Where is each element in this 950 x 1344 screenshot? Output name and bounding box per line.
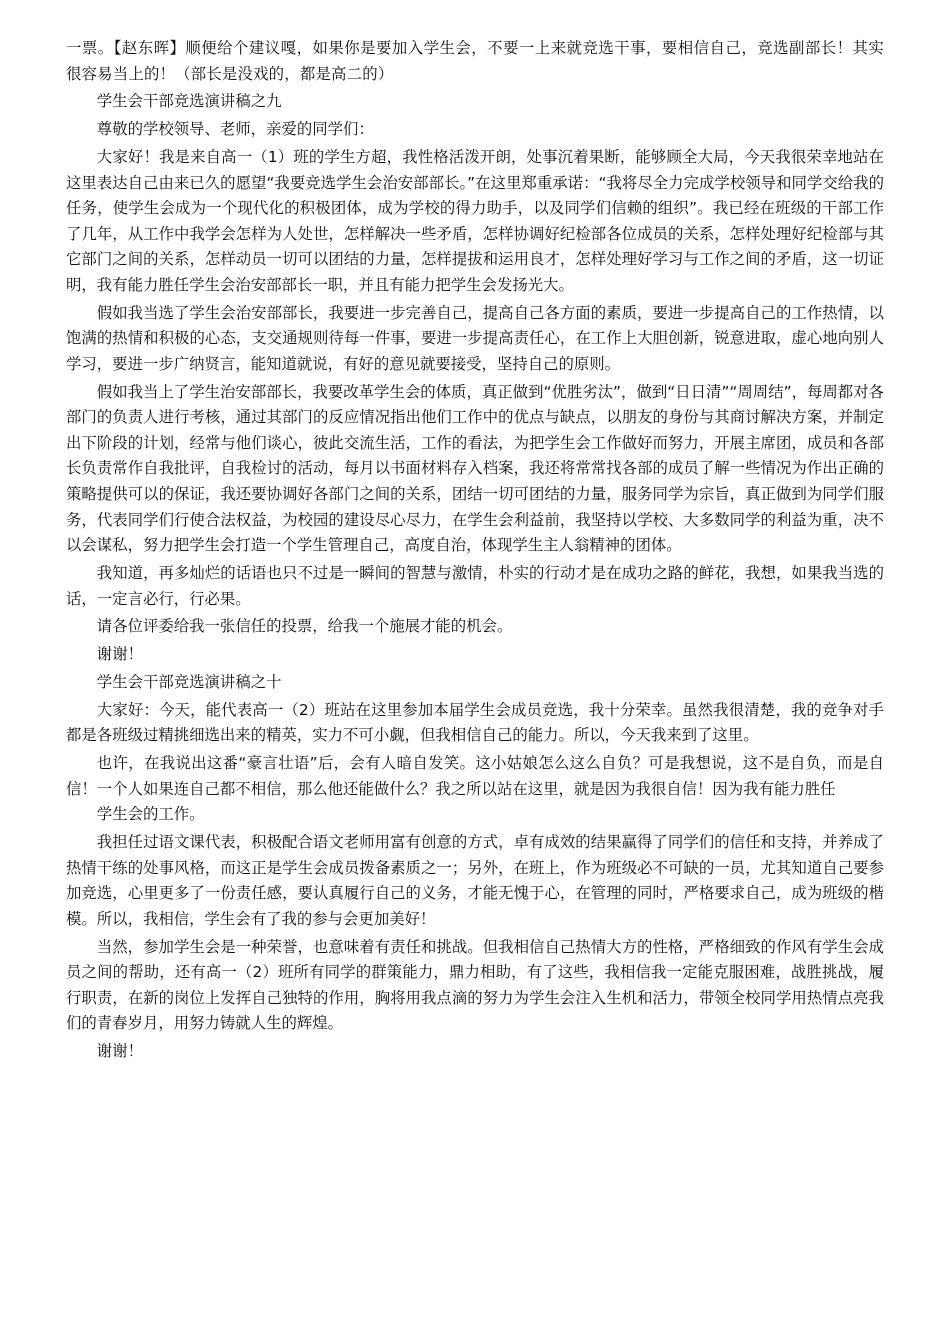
speech-nine-paragraph: 我知道，再多灿烂的话语也只不过是一瞬间的智慧与激情，朴实的行动才是在成功之路的鲜花，我想，如果我当选的话，一定言必行，行必果。	[66, 564, 884, 608]
speech-nine-closing: 谢谢！	[96, 645, 143, 664]
speech-ten-paragraph: 大家好：今天，能代表高一（2）班站在这里参加本届学生会成员竞选，我十分荣幸。虽然我很清楚，我的竞争对手都是各班级过精挑细选出来的精英，实力不可小觑，但我相信自己的能力。所以，今天我来到了这里。	[66, 700, 884, 745]
speech-ten-paragraph: 当然，参加学生会是一种荣誉，也意味着有责任和挑战。但我相信自己热情大方的性格，严格细致的作风有学生会成员之间的帮助，还有高一（2）班所有同学的群策能力，鼎力相助，有了这些，我相信我一定能克服困难，战胜挑战，履行职责，在新的岗位上发挥自己独特的作用，胸将用我点滴的努力为学生会注入生机和活力，带领全校同学用热情点亮我们的青春岁月，用努力铸就人生的辉煌。	[66, 937, 884, 1033]
document-page	[66, 36, 884, 1065]
speech-nine-paragraph: 假如我当选了学生会治安部部长，我要进一步完善自己，提高自己各方面的素质，要进一步提高自己的工作热情，以饱满的热情和积极的心态，支交通规则待每一件事，要进一步提高责任心，在工作上大胆创新，锐意进取，虚心地向别人学习，要进一步广纳贤言，能知道就说，有好的意见就要接受，坚持自己的原则。	[66, 303, 884, 373]
speech-nine-heading: 学生会干部竞选演讲稿之九	[96, 92, 282, 111]
speech-nine-paragraph: 请各位评委给我一张信任的投票，给我一个施展才能的机会。	[96, 617, 513, 636]
speech-ten-closing: 谢谢！	[96, 1042, 143, 1061]
paragraph-intro-note: 一票。【赵东晖】顺便给个建议嘎，如果你是要加入学生会，不要一上来就竞选干事，要相信自己，竞选副部长！其实很容易当上的！（部长是没戏的，都是高二的）	[66, 39, 884, 83]
speech-ten-paragraph: 也许，在我说出这番“豪言壮语”后，会有人暗自发笑。这小姑娘怎么这么自负？可是我想说，这不是自负，而是自信！一个人如果连自己都不相信，那么他还能做什么？我之所以站在这里，就是因为我很自信！因为我有能力胜任	[66, 754, 884, 798]
speech-nine-paragraph: 假如我当上了学生治安部部长，我要改革学生会的体质，真正做到“优胜劣汰”，做到“日日清”“周周结”，每周都对各部门的负责人进行考核，通过其部门的反应情况指出他们工作中的优点与缺点，以朋友的身份与其商讨解决方案，并制定出下阶段的计划，经常与他们谈心，彼此交流生活，工作的看法，为把学生会工作做好而努力，开展主席团，成员和各部长负责常作自我批评，自我检讨的活动，每月以书面材料存入档案，我还将常常找各部的成员了解一些情况为作出正确的策略提供可以的保证，我还要协调好各部门之间的关系，团结一切可团结的力量，服务同学为宗旨，真正做到为同学们服务，代表同学们行使合法权益，为校园的建设尽心尽力，在学生会利益前，我坚持以学校、大多数同学的利益为重，决不以会谋私，努力把学生会打造一个学生管理自己，高度自治，体现学生主人翁精神的团体。	[66, 382, 884, 555]
speech-nine-salutation: 尊敬的学校领导、老师，亲爱的同学们：	[96, 120, 374, 139]
speech-ten-heading: 学生会干部竞选演讲稿之十	[96, 672, 282, 691]
speech-nine-paragraph: 大家好！我是来自高一（1）班的学生方超，我性格活泼开朗，处事沉着果断，能够顾全大局，今天我很荣幸地站在这里表达自己由来已久的愿望“我要竞选学生会治安部部长。”在这里郑重承诺：“我将尽全力完成学校领导和同学交给我的任务，使学生会成为一个现代化的积极团体，成为学校的得力助手，以及同学们信赖的组织”。我已经在班级的干部工作了几年，从工作中我学会怎样为人处世，怎样解决一些矛盾，怎样协调好纪检部各位成员的关系，怎样处理好纪检部与其它部门之间的关系，怎样动员一切可以团结的力量，怎样提拔和运用良才，怎样处理好学习与工作之间的矛盾，这一切证明，我有能力胜任学生会治安部部长一职，并且有能力把学生会发扬光大。	[66, 147, 884, 294]
speech-ten-paragraph: 学生会的工作。	[96, 805, 205, 824]
speech-ten-paragraph: 我担任过语文课代表，积极配合语文老师用富有创意的方式，卓有成效的结果赢得了同学们的信任和支持，并养成了热情干练的处事风格，而这正是学生会成员拨备素质之一；另外，在班上，作为班级必不可缺的一员，尤其知道自己要参加竞选，心里更多了一份责任感，要认真履行自己的义务，才能无愧于心，在管理的同时，严格要求自己，成为班级的楷模。所以，我相信，学生会有了我的参与会更加美好！	[66, 833, 884, 928]
